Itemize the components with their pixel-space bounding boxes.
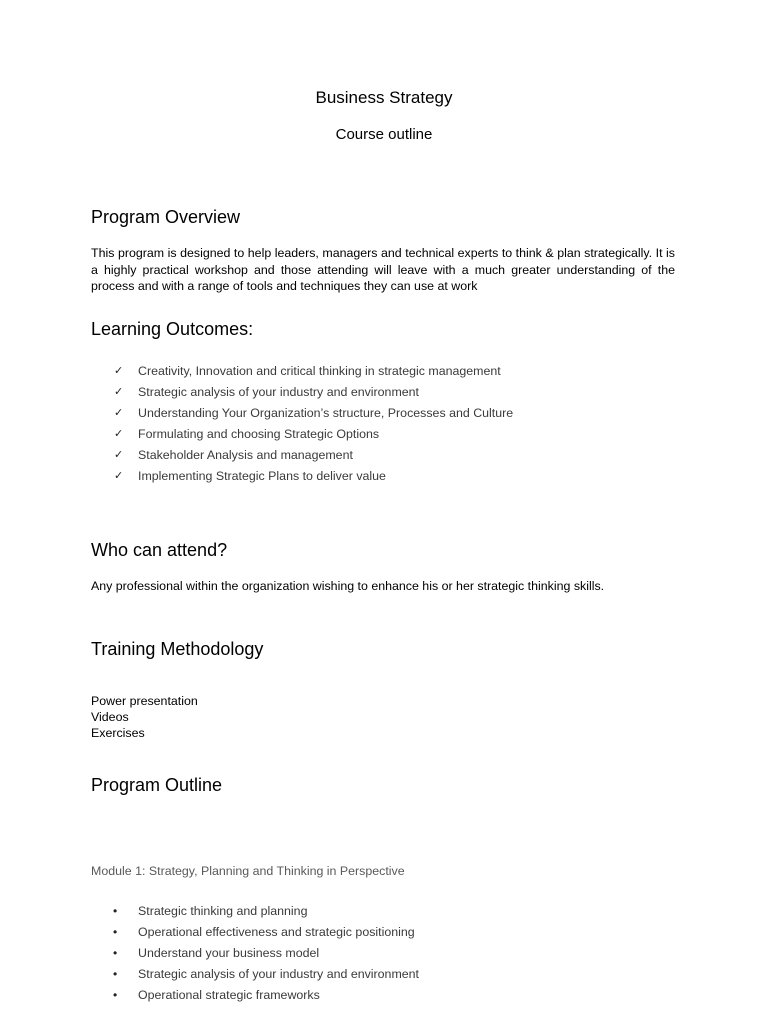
list-item <box>91 403 513 424</box>
module-1-list <box>91 901 419 1006</box>
list-item-text: Creativity, Innovation and critical thinking in strategic management <box>138 364 501 378</box>
who-can-attend-heading: Who can attend? <box>91 540 228 560</box>
bullet-icon: • <box>113 988 118 1002</box>
training-methodology-list <box>91 693 198 742</box>
document-title: Business Strategy <box>315 88 453 107</box>
list-item-text: Understanding Your Organization’s structure, Processes and Culture <box>138 406 514 420</box>
learning-outcomes-heading: Learning Outcomes: <box>91 319 254 339</box>
program-overview-heading: Program Overview <box>91 207 241 227</box>
document-subtitle: Course outline <box>335 126 433 143</box>
program-outline-heading: Program Outline <box>91 775 223 795</box>
list-item <box>91 922 419 943</box>
bullet-icon: • <box>113 904 118 918</box>
list-item-text: Operational effectiveness and strategic positioning <box>138 925 415 939</box>
list-item <box>91 445 513 466</box>
checkmark-icon: ✓ <box>114 449 124 461</box>
list-item <box>91 901 419 922</box>
list-item <box>91 424 513 445</box>
bullet-icon: • <box>113 946 118 960</box>
list-item <box>91 985 419 1006</box>
list-item-text: Implementing Strategic Plans to deliver value <box>138 469 386 483</box>
list-item: Videos <box>91 710 129 725</box>
checkmark-icon: ✓ <box>114 386 124 398</box>
list-item-text: Stakeholder Analysis and management <box>138 448 353 462</box>
module-1-title: Module 1: Strategy, Planning and Thinking in Perspective <box>91 864 405 878</box>
list-item-text: Strategic thinking and planning <box>138 904 308 918</box>
who-can-attend-text: Any professional within the organization wishing to enhance his or her strategic thinking skills. <box>91 579 605 593</box>
list-item <box>91 943 419 964</box>
checkmark-icon: ✓ <box>114 365 124 377</box>
bullet-icon: • <box>113 967 118 981</box>
checkmark-icon: ✓ <box>114 428 124 440</box>
list-item <box>91 466 513 487</box>
list-item-text: Strategic analysis of your industry and environment <box>138 967 419 981</box>
list-item <box>91 382 513 403</box>
list-item-text: Understand your business model <box>138 946 320 960</box>
bullet-icon: • <box>113 925 118 939</box>
list-item <box>91 964 419 985</box>
training-methodology-heading: Training Methodology <box>91 639 264 659</box>
program-overview-text: This program is designed to help leaders, managers and technical experts to think & plan strategically. It is a highly practical workshop and those attending will leave with a much greater understanding of the process and with a range of tools and techniques they can use at work <box>91 246 675 294</box>
checkmark-icon: ✓ <box>114 470 124 482</box>
list-item-text: Formulating and choosing Strategic Options <box>138 427 380 441</box>
list-item: Exercises <box>91 726 145 741</box>
list-item: Power presentation <box>91 694 198 708</box>
checkmark-icon: ✓ <box>114 407 124 419</box>
list-item <box>91 361 513 382</box>
learning-outcomes-list <box>91 361 513 487</box>
list-item-text: Strategic analysis of your industry and environment <box>138 385 419 399</box>
list-item-text: Operational strategic frameworks <box>138 988 320 1002</box>
